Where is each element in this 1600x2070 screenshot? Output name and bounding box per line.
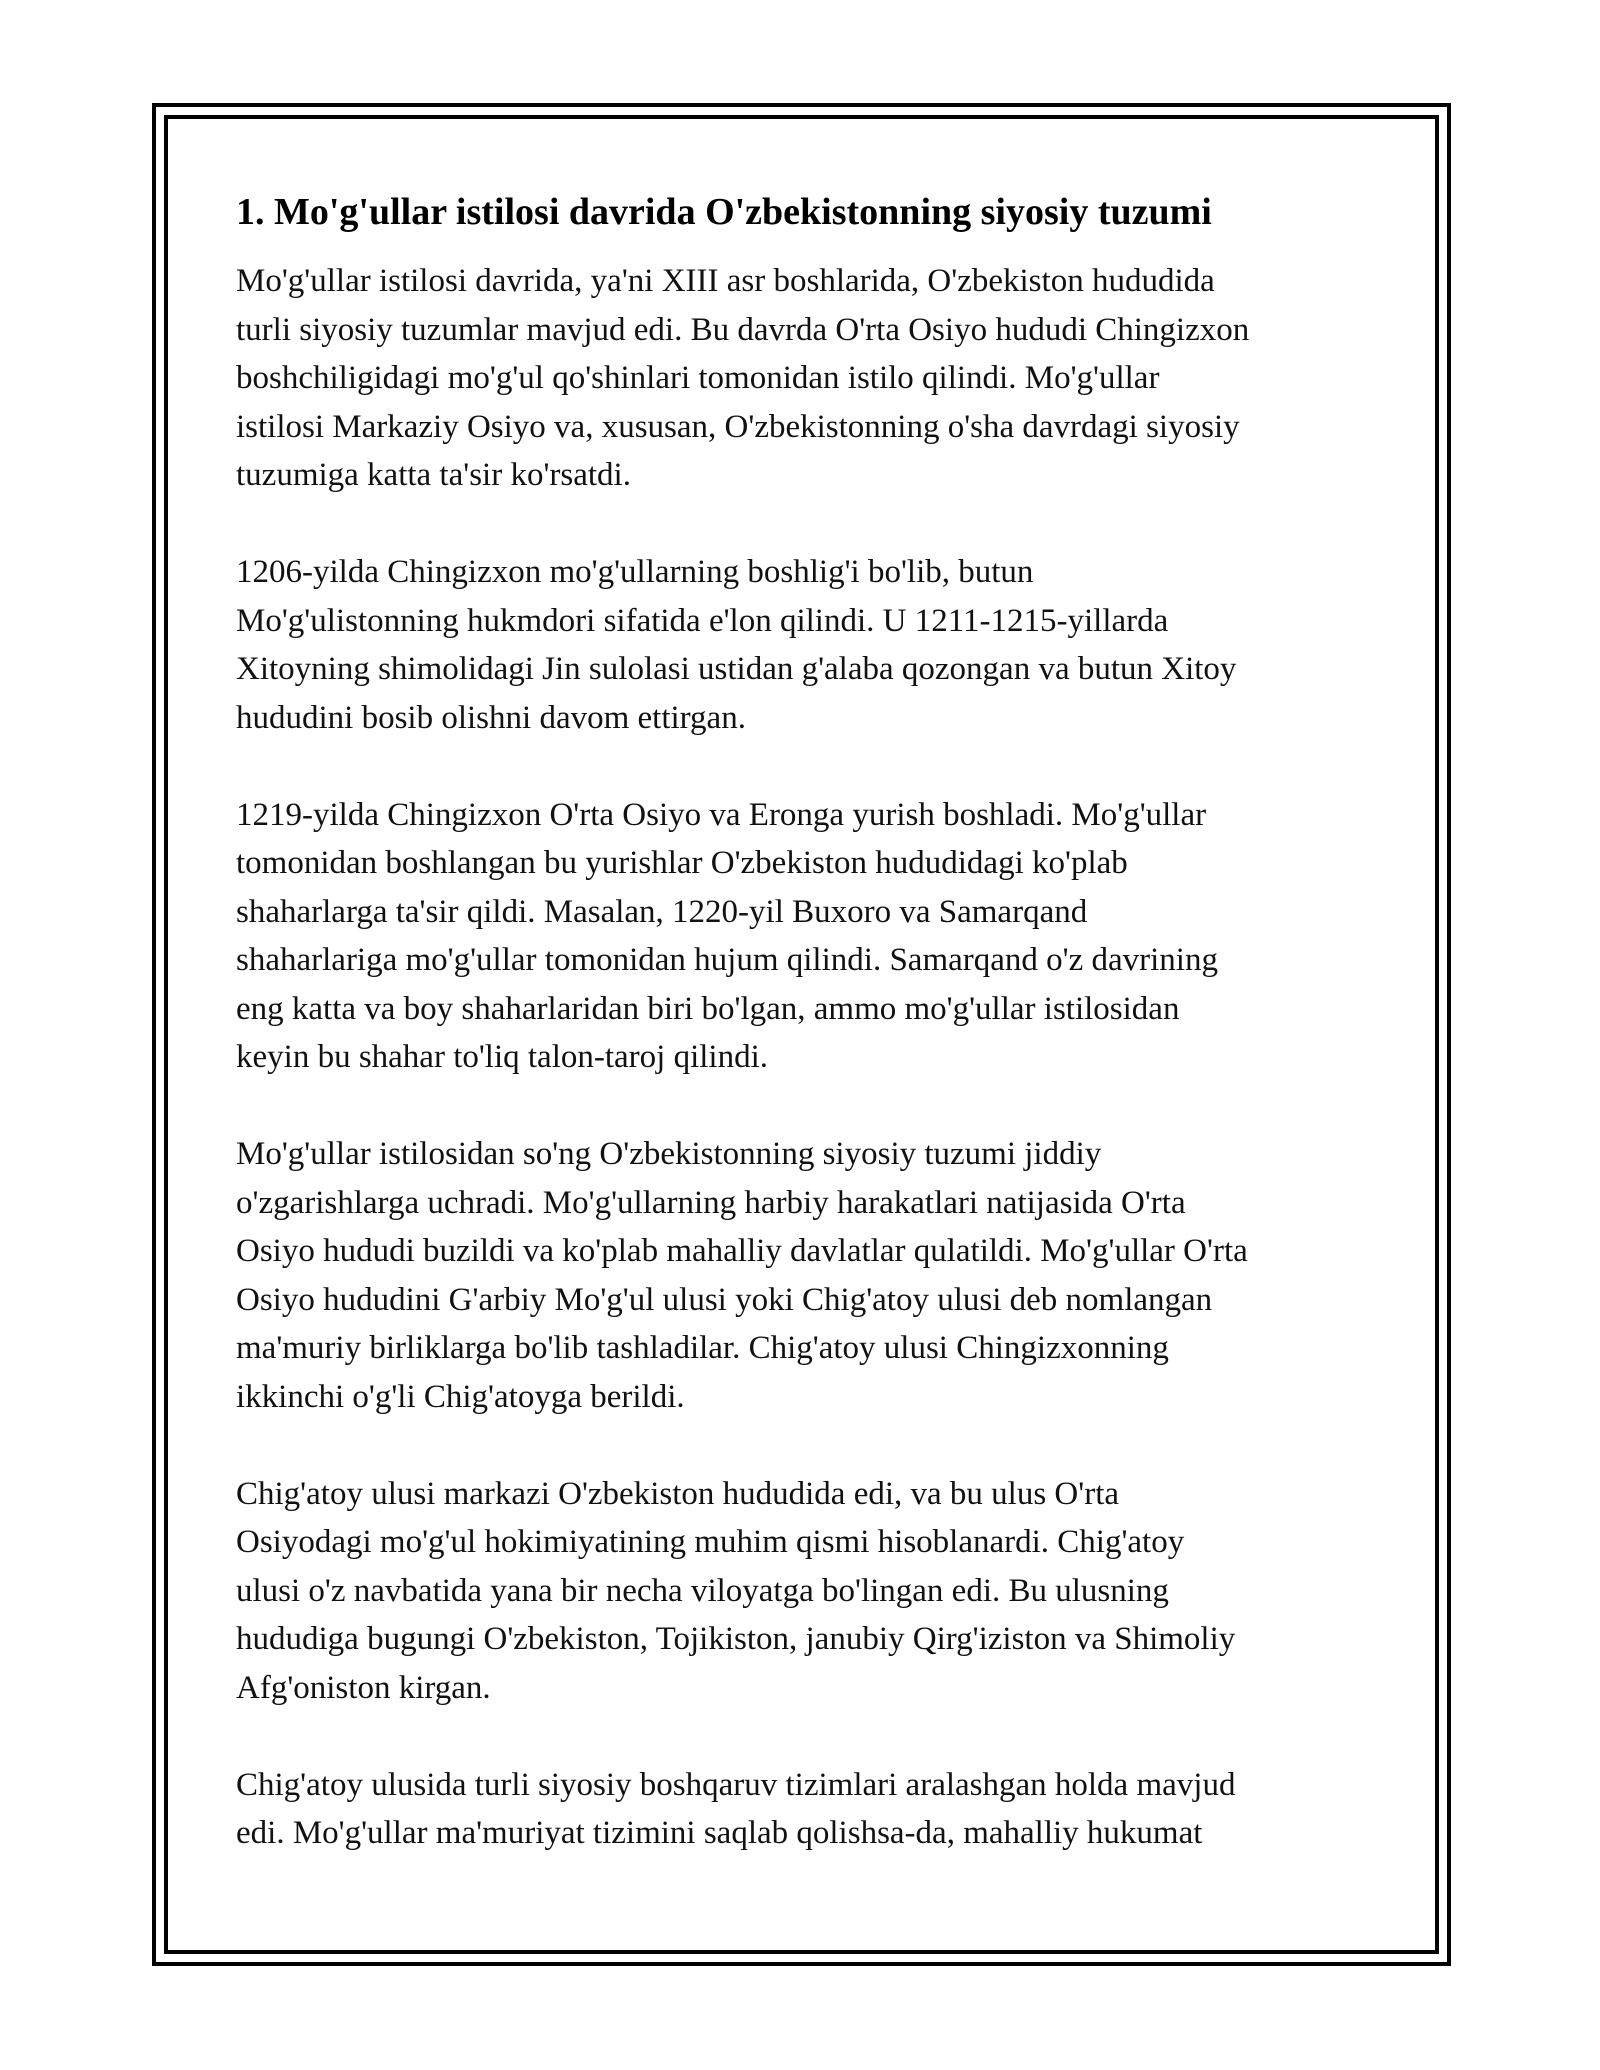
paragraph-3 xyxy=(236,791,1366,1082)
section-heading: 1. Mo'g'ullar istilosi davrida O'zbekistonning siyosiy tuzumi xyxy=(236,191,1212,233)
text-line: ma'muriy birliklarga bo'lib tashladilar. Chig'atoy ulusi Chingizxonning xyxy=(236,1330,1169,1366)
text-line: hududini bosib olishni davom ettirgan. xyxy=(236,699,746,736)
text-line: Chig'atoy ulusi markazi O'zbekiston hududida edi, va bu ulus O'rta xyxy=(236,1475,1120,1512)
text-line: eng katta va boy shaharlaridan biri bo'lgan, ammo mo'g'ullar istilosidan xyxy=(236,990,1180,1027)
text-line: Mo'g'ullar istilosidan so'ng O'zbekistonning siyosiy tuzumi jiddiy xyxy=(236,1136,1102,1172)
text-line: edi. Mo'g'ullar ma'muriyat tizimini saqlab qolishsa-da, mahalliy hukumat xyxy=(236,1815,1203,1851)
text-line: ulusi o'z navbatida yana bir necha viloyatga bo'lingan edi. Bu ulusning xyxy=(236,1572,1169,1609)
paragraph-5 xyxy=(236,1470,1366,1713)
text-line: Mo'g'ulistonning hukmdori sifatida e'lon qilindi. U 1211-1215-yillarda xyxy=(236,602,1169,639)
text-line: Osiyodagi mo'g'ul hokimiyatining muhim qismi hisoblanardi. Chig'atoy xyxy=(236,1524,1185,1560)
text-line: Osiyo hududi buzildi va ko'plab mahalliy davlatlar qulatildi. Mo'g'ullar O'rta xyxy=(236,1233,1248,1269)
text-line: 1219-yilda Chingizxon O'rta Osiyo va Eronga yurish boshladi. Mo'g'ullar xyxy=(236,796,1207,833)
text-line: hududiga bugungi O'zbekiston, Tojikiston, janubiy Qirg'iziston va Shimoliy xyxy=(236,1621,1236,1657)
text-line: tomonidan boshlangan bu yurishlar O'zbekiston hududidagi ko'plab xyxy=(236,845,1128,881)
text-line: Xitoyning shimolidagi Jin sulolasi ustidan g'alaba qozongan va butun Xitoy xyxy=(236,651,1237,687)
text-line: istilosi Markaziy Osiyo va, xususan, O'zbekistonning o'sha davrdagi siyosiy xyxy=(236,408,1240,445)
text-line: Osiyo hududini G'arbiy Mo'g'ul ulusi yoki Chig'atoy ulusi deb nomlangan xyxy=(236,1281,1213,1318)
text-line: shaharlarga ta'sir qildi. Masalan, 1220-yil Buxoro va Samarqand xyxy=(236,893,1088,930)
text-line: Afg'oniston kirgan. xyxy=(236,1669,491,1706)
document-body xyxy=(236,188,1366,1858)
paragraph-4 xyxy=(236,1130,1366,1421)
text-line: Mo'g'ullar istilosi davrida, ya'ni XIII asr boshlarida, O'zbekiston hududida xyxy=(236,263,1215,299)
paragraph-6 xyxy=(236,1761,1366,1858)
paragraph-2 xyxy=(236,548,1366,742)
text-line: keyin bu shahar to'liq talon-taroj qilindi. xyxy=(236,1039,769,1075)
text-line: Chig'atoy ulusida turli siyosiy boshqaruv tizimlari aralashgan holda mavjud xyxy=(236,1766,1236,1803)
text-line: 1206-yilda Chingizxon mo'g'ullarning boshlig'i bo'lib, butun xyxy=(236,554,1034,590)
text-line: ikkinchi o'g'li Chig'atoyga berildi. xyxy=(236,1378,685,1415)
text-line: o'zgarishlarga uchradi. Mo'g'ullarning harbiy harakatlari natijasida O'rta xyxy=(236,1184,1186,1221)
text-line: shaharlariga mo'g'ullar tomonidan hujum qilindi. Samarqand o'z davrining xyxy=(236,942,1218,978)
text-line: boshchiligidagi mo'g'ul qo'shinlari tomonidan istilo qilindi. Mo'g'ullar xyxy=(236,360,1160,396)
text-line: turli siyosiy tuzumlar mavjud edi. Bu davrda O'rta Osiyo hududi Chingizxon xyxy=(236,311,1250,348)
text-line: tuzumiga katta ta'sir ko'rsatdi. xyxy=(236,457,631,493)
paragraph-1 xyxy=(236,257,1366,500)
